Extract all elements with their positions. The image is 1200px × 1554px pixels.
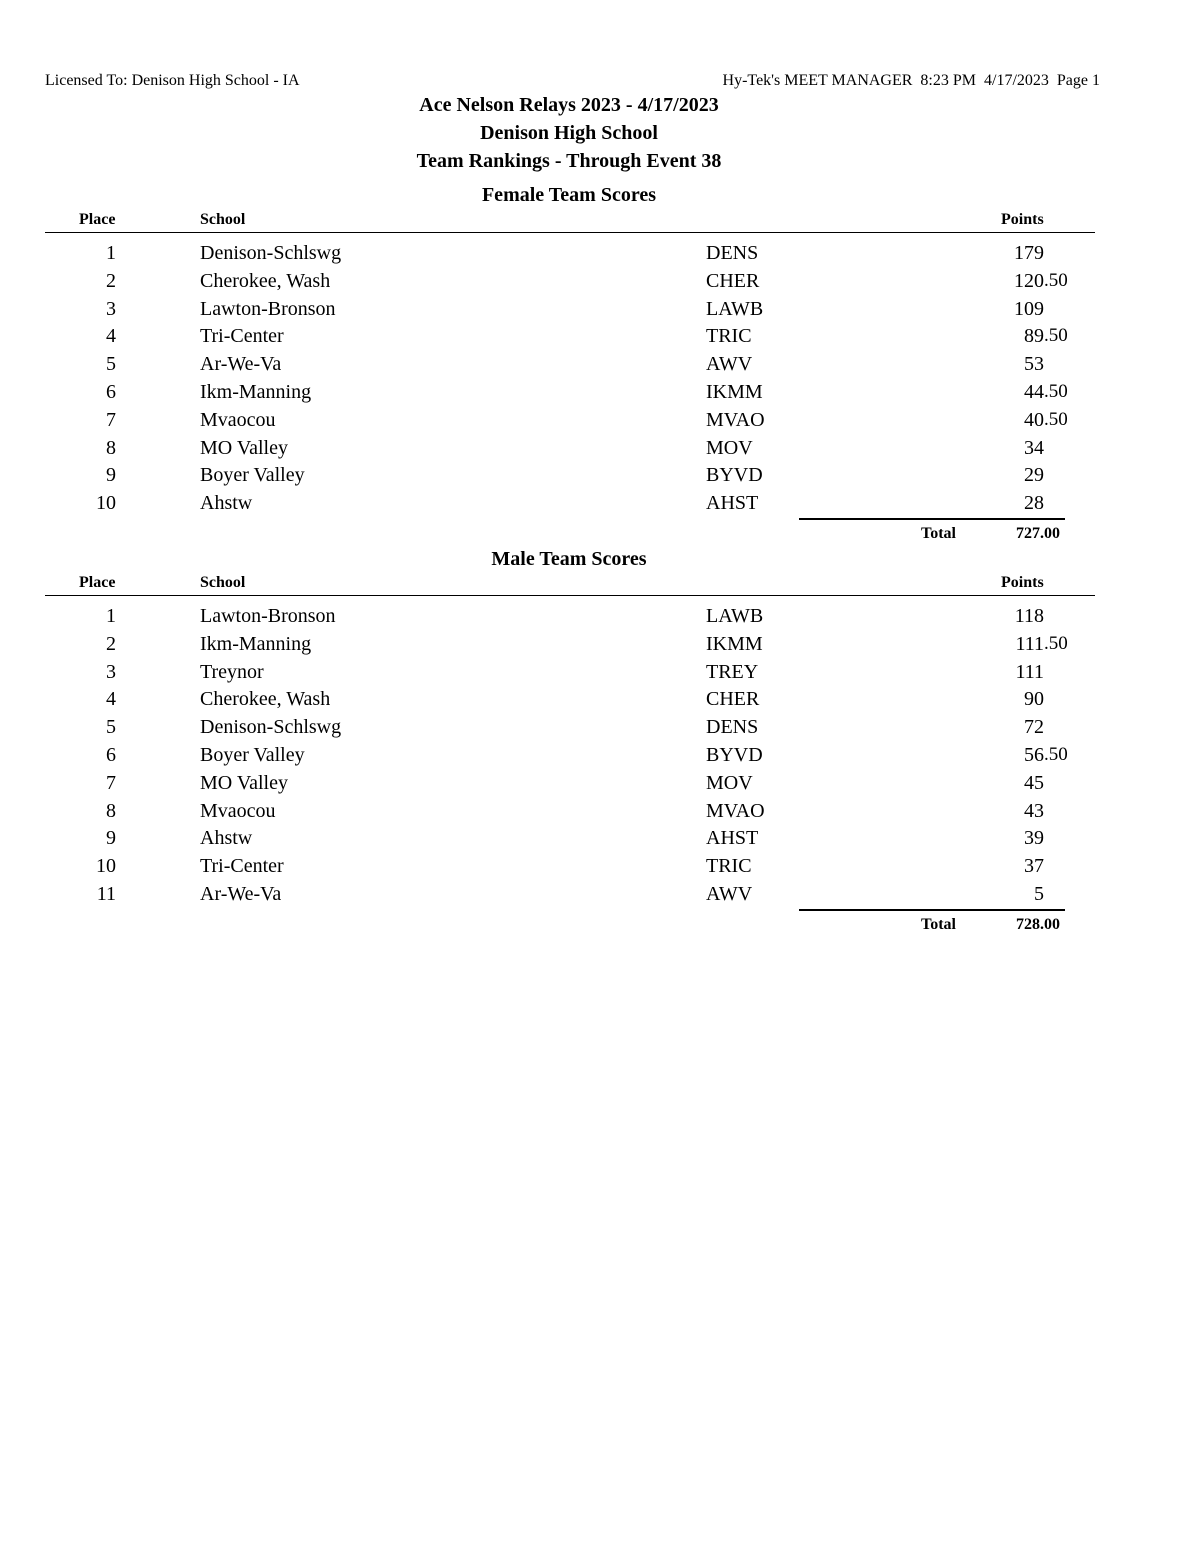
place-cell: 2 <box>106 269 116 292</box>
points-cell: 111 <box>1015 632 1044 655</box>
school-cell: Ahstw <box>200 827 253 850</box>
male-section-title: Male Team Scores <box>491 548 647 570</box>
male-points-header: Points <box>1001 574 1044 591</box>
team-code-cell: TRIC <box>706 325 752 348</box>
points-cell: 118 <box>1014 605 1044 627</box>
place-cell: 4 <box>106 688 116 711</box>
team-code-cell: MOV <box>706 771 753 794</box>
points-cell: 44 <box>1024 381 1044 403</box>
table-row <box>0 298 1200 326</box>
place-cell: 9 <box>106 464 116 487</box>
team-code-cell: TREY <box>706 660 759 683</box>
place-cell: 6 <box>106 744 116 766</box>
points-cell: 37 <box>1024 855 1044 878</box>
school-cell: Denison-Schlswg <box>200 716 342 739</box>
points-cell: 179 <box>1014 242 1044 264</box>
school-cell: Cherokee, Wash <box>200 688 331 711</box>
school-cell: Mvaocou <box>200 799 276 822</box>
team-code-cell: MVAO <box>706 799 765 822</box>
female-total-label: Total <box>921 525 956 542</box>
points-decimal-cell: .50 <box>1044 744 1068 765</box>
table-row <box>0 661 1200 689</box>
points-cell: 28 <box>1024 492 1044 515</box>
team-code-cell: CHER <box>706 269 760 292</box>
school-cell: Ar-We-Va <box>200 883 282 905</box>
points-decimal-cell: .50 <box>1044 408 1068 430</box>
male-total-rule <box>799 909 1065 911</box>
table-row <box>0 605 1200 633</box>
team-code-cell: BYVD <box>706 744 763 766</box>
female-total-rule <box>799 518 1065 520</box>
school-cell: Tri-Center <box>200 855 284 878</box>
team-code-cell: LAWB <box>706 297 764 320</box>
points-cell: 34 <box>1024 436 1044 459</box>
male-total-label: Total <box>921 916 956 933</box>
male-place-header: Place <box>79 574 116 591</box>
points-cell: 39 <box>1024 827 1044 850</box>
team-code-cell: AWV <box>706 883 753 905</box>
host-school: Denison High School <box>480 122 658 144</box>
place-cell: 3 <box>106 297 116 320</box>
points-cell: 43 <box>1024 799 1044 822</box>
software-info: Hy-Tek's MEET MANAGER 8:23 PM 4/17/2023 Page 1 <box>722 72 1100 89</box>
table-row <box>0 855 1200 883</box>
table-row <box>0 242 1200 270</box>
points-cell: 56 <box>1024 744 1044 766</box>
place-cell: 2 <box>106 632 116 655</box>
school-cell: Ahstw <box>200 492 253 515</box>
table-row <box>0 464 1200 492</box>
team-code-cell: IKMM <box>706 632 763 655</box>
points-cell: 109 <box>1014 297 1044 320</box>
points-decimal-cell: .50 <box>1044 325 1068 347</box>
place-cell: 7 <box>106 771 116 794</box>
meet-title: Ace Nelson Relays 2023 - 4/17/2023 <box>419 94 719 116</box>
team-code-cell: BYVD <box>706 464 763 487</box>
points-cell: 111 <box>1015 660 1044 683</box>
place-cell: 7 <box>106 408 116 431</box>
points-cell: 89 <box>1024 325 1044 348</box>
table-row <box>0 883 1200 911</box>
team-code-cell: IKMM <box>706 381 763 403</box>
male-school-header: School <box>200 574 246 591</box>
table-row <box>0 353 1200 381</box>
points-decimal-cell: .50 <box>1044 632 1068 654</box>
table-row <box>0 325 1200 353</box>
table-row <box>0 270 1200 298</box>
place-cell: 5 <box>106 716 116 739</box>
female-points-header: Points <box>1001 211 1044 228</box>
points-cell: 72 <box>1024 716 1044 739</box>
school-cell: Treynor <box>200 660 264 683</box>
female-place-header: Place <box>79 211 116 228</box>
female-header-rule <box>45 232 1095 233</box>
points-cell: 53 <box>1024 353 1044 376</box>
points-cell: 5 <box>1034 883 1044 905</box>
school-cell: Tri-Center <box>200 325 284 348</box>
table-row <box>0 437 1200 465</box>
team-code-cell: DENS <box>706 716 759 739</box>
table-row <box>0 633 1200 661</box>
place-cell: 9 <box>106 827 116 850</box>
male-header-rule <box>45 595 1095 596</box>
place-cell: 11 <box>96 883 116 905</box>
school-cell: Cherokee, Wash <box>200 269 331 292</box>
school-cell: Boyer Valley <box>200 744 305 766</box>
team-code-cell: AHST <box>706 827 759 850</box>
points-decimal-cell: .50 <box>1044 269 1068 291</box>
place-cell: 8 <box>106 799 116 822</box>
place-cell: 6 <box>106 381 116 403</box>
male-total-value: 728.00 <box>1016 916 1060 933</box>
school-cell: MO Valley <box>200 771 288 794</box>
female-school-header: School <box>200 211 246 228</box>
team-code-cell: MVAO <box>706 408 765 431</box>
table-row <box>0 381 1200 409</box>
female-total-value: 727.00 <box>1016 525 1060 542</box>
team-code-cell: MOV <box>706 436 753 459</box>
place-cell: 8 <box>106 436 116 459</box>
school-cell: Ikm-Manning <box>200 632 312 655</box>
team-code-cell: TRIC <box>706 855 752 878</box>
place-cell: 3 <box>106 660 116 683</box>
table-row <box>0 409 1200 437</box>
team-code-cell: DENS <box>706 242 759 264</box>
school-cell: Lawton-Bronson <box>200 605 336 627</box>
school-cell: Lawton-Bronson <box>200 297 336 320</box>
school-cell: Ar-We-Va <box>200 353 282 376</box>
points-cell: 45 <box>1024 771 1044 794</box>
table-row <box>0 827 1200 855</box>
table-row <box>0 772 1200 800</box>
points-cell: 90 <box>1024 688 1044 711</box>
team-code-cell: AHST <box>706 492 759 515</box>
table-row <box>0 800 1200 828</box>
school-cell: Ikm-Manning <box>200 381 312 403</box>
points-cell: 120 <box>1014 269 1044 292</box>
report-title: Team Rankings - Through Event 38 <box>416 150 722 172</box>
table-row <box>0 716 1200 744</box>
points-cell: 40 <box>1024 408 1044 431</box>
place-cell: 4 <box>106 325 116 348</box>
school-cell: Boyer Valley <box>200 464 305 487</box>
place-cell: 1 <box>106 242 116 264</box>
team-code-cell: AWV <box>706 353 753 376</box>
school-cell: Denison-Schlswg <box>200 242 342 264</box>
team-code-cell: CHER <box>706 688 760 711</box>
female-section-title: Female Team Scores <box>481 184 657 206</box>
license-line: Licensed To: Denison High School - IA <box>45 72 300 89</box>
school-cell: Mvaocou <box>200 408 276 431</box>
points-decimal-cell: .50 <box>1044 381 1068 402</box>
table-row <box>0 744 1200 772</box>
table-row <box>0 492 1200 520</box>
place-cell: 1 <box>106 605 116 627</box>
school-cell: MO Valley <box>200 436 288 459</box>
place-cell: 10 <box>96 492 116 515</box>
place-cell: 10 <box>96 855 116 878</box>
points-cell: 29 <box>1024 464 1044 487</box>
team-code-cell: LAWB <box>706 605 764 627</box>
table-row <box>0 688 1200 716</box>
place-cell: 5 <box>106 353 116 376</box>
